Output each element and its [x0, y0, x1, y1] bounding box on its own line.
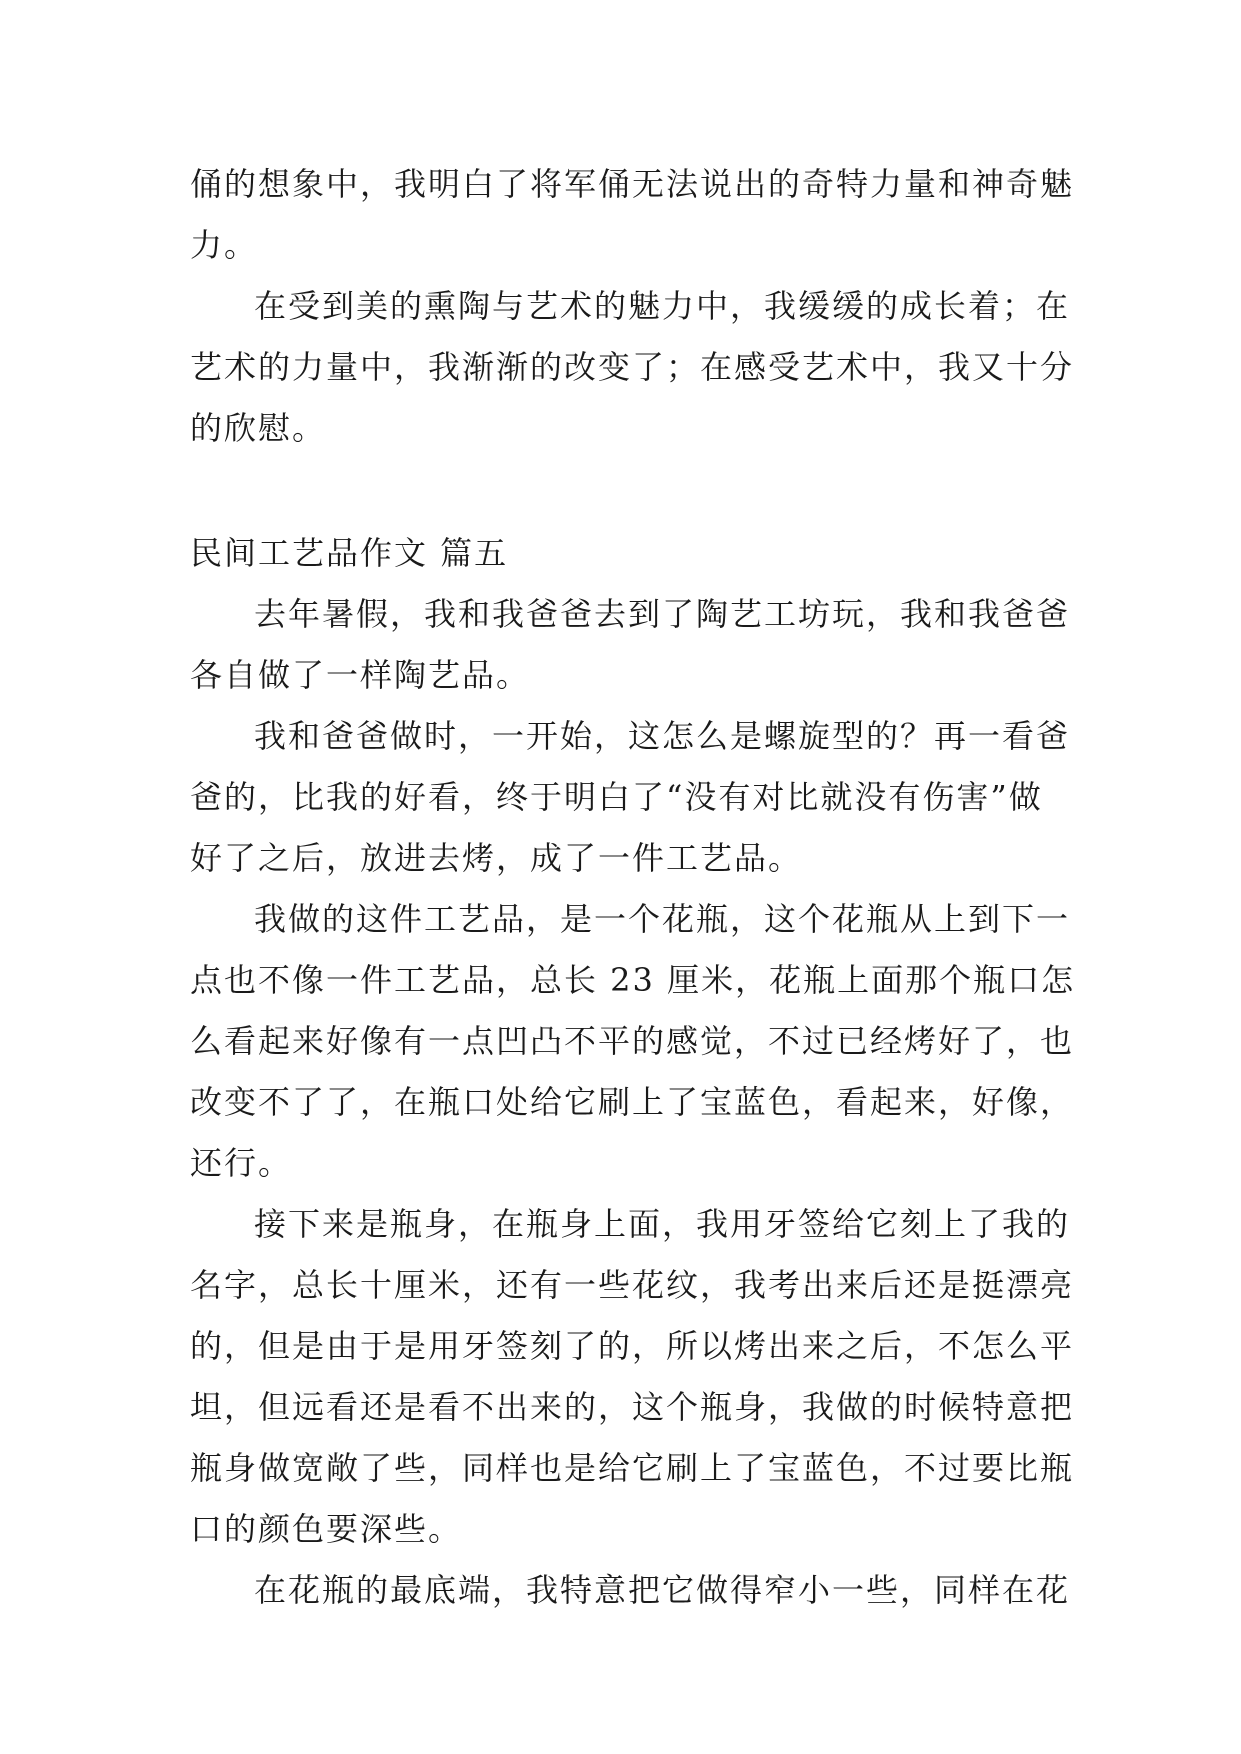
text-line: 俑的想象中，我明白了将军俑无法说出的奇特力量和神奇魅 [190, 165, 1075, 203]
paragraph-start-line: 在花瓶的最底端，我特意把它做得窄小一些，同样在花 [254, 1571, 1071, 1609]
text-line: 的，但是由于是用牙签刻了的，所以烤出来之后，不怎么平 [190, 1327, 1075, 1365]
section-heading: 民间工艺品作文 篇五 [190, 534, 509, 572]
text-line: 各自做了一样陶艺品。 [190, 656, 531, 694]
text-line: 坦，但远看还是看不出来的，这个瓶身，我做的时候特意把 [190, 1388, 1075, 1426]
paragraph-start-line: 我和爸爸做时，一开始，这怎么是螺旋型的？再一看爸 [254, 717, 1071, 755]
paragraph-start-line: 去年暑假，我和我爸爸去到了陶艺工坊玩，我和我爸爸 [254, 595, 1071, 633]
text-line: 的欣慰。 [190, 409, 327, 447]
text-line: 名字，总长十厘米，还有一些花纹，我考出来后还是挺漂亮 [190, 1266, 1075, 1304]
paragraph-start-line: 在受到美的熏陶与艺术的魅力中，我缓缓的成长着；在 [254, 287, 1071, 325]
text-line: 艺术的力量中，我渐渐的改变了；在感受艺术中，我又十分 [190, 348, 1075, 386]
text-line: 还行。 [190, 1144, 293, 1182]
text-line: 口的颜色要深些。 [190, 1510, 463, 1548]
paragraph-start-line: 接下来是瓶身，在瓶身上面，我用牙签给它刻上了我的 [254, 1205, 1071, 1243]
text-line: 好了之后，放进去烤，成了一件工艺品。 [190, 839, 803, 877]
text-line: 瓶身做宽敞了些，同样也是给它刷上了宝蓝色，不过要比瓶 [190, 1449, 1075, 1487]
text-line: 改变不了了，在瓶口处给它刷上了宝蓝色，看起来，好像， [190, 1083, 1075, 1121]
text-line: 么看起来好像有一点凹凸不平的感觉，不过已经烤好了，也 [190, 1022, 1075, 1060]
document-page [190, 154, 1076, 1621]
text-line: 爸的，比我的好看，终于明白了“没有对比就没有伤害”做 [190, 778, 1043, 816]
text-line: 力。 [190, 226, 259, 264]
paragraph-start-line: 我做的这件工艺品，是一个花瓶，这个花瓶从上到下一 [254, 900, 1071, 938]
text-line: 点也不像一件工艺品，总长 23 厘米，花瓶上面那个瓶口怎 [190, 961, 1076, 999]
